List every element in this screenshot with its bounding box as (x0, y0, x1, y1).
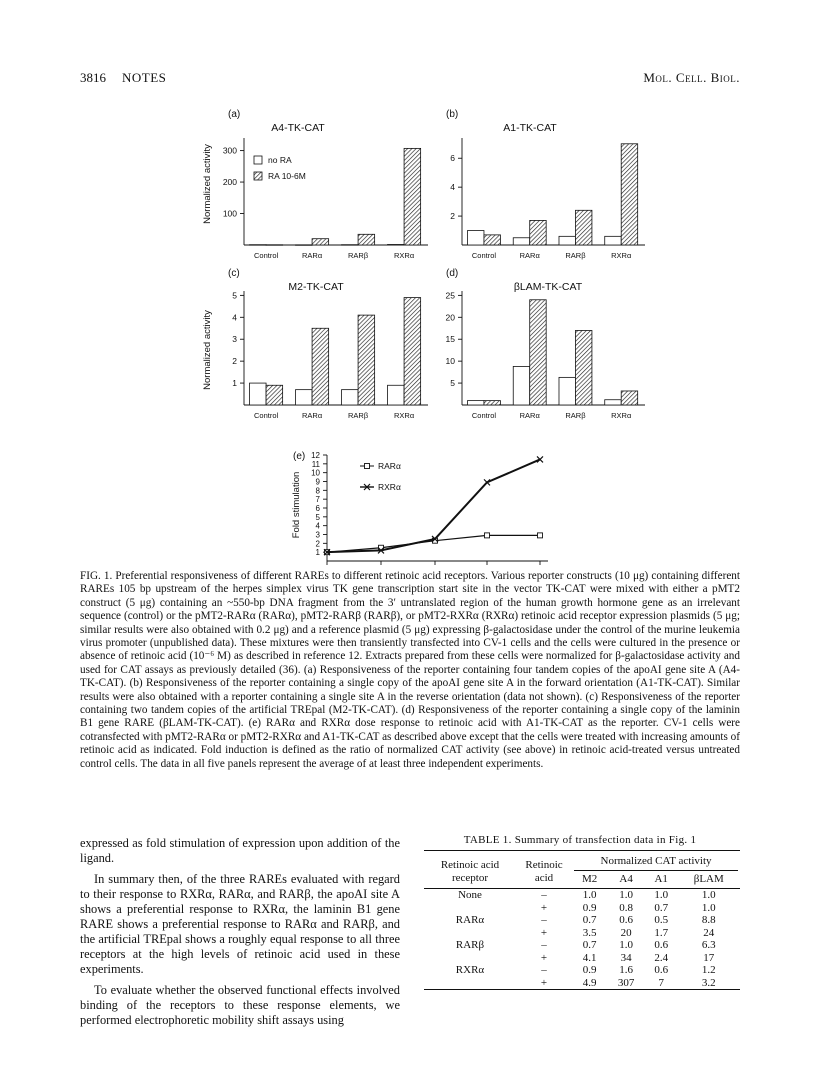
table-1 (424, 850, 740, 990)
col-blam-header: βLAM (693, 873, 724, 885)
panel-d-title: βLAM-TK-CAT (513, 281, 583, 293)
table-row (424, 889, 740, 902)
series-rara-point (485, 533, 490, 538)
col-receptor-header: Retinoic acid receptor (440, 859, 500, 884)
col-group-label: Normalized CAT activity (574, 855, 738, 871)
cell-value: 1.7 (654, 926, 669, 939)
panel-b-label: (b) (446, 109, 459, 120)
bar (250, 245, 267, 246)
x-tick-label: RARα (301, 411, 323, 420)
cell-value: 0.8 (619, 901, 634, 914)
page-number: 3816 (80, 70, 106, 85)
panel-e-plot (311, 451, 552, 565)
y-tick-label: 5 (232, 290, 237, 301)
cell-value: 3.2 (701, 976, 716, 989)
panel-e-label: (e) (293, 451, 306, 462)
bar (513, 366, 529, 405)
y-tick-label: 25 (445, 290, 455, 301)
panel-e-ylabel: Fold stimulation (291, 471, 302, 539)
y-tick-label: 200 (222, 177, 237, 188)
table-row (424, 939, 740, 952)
y-tick-label: 3 (232, 334, 237, 345)
x-tick-label: Control (253, 251, 279, 260)
cell-value: 0.6 (654, 964, 669, 976)
y-tick-label: 11 (311, 459, 320, 469)
x-tick-label: RXRα (393, 411, 415, 420)
cell-value: 1.0 (701, 901, 716, 914)
panel-b-plot (450, 138, 645, 260)
x-tick-label: Control (471, 411, 497, 420)
cell-value: 0.6 (619, 914, 634, 926)
cell-acid: – (541, 889, 547, 901)
table-1-body (424, 889, 740, 990)
table-row (424, 927, 740, 940)
panel-c-plot (232, 290, 428, 420)
bar (513, 238, 529, 245)
cell-value: 1.6 (619, 964, 634, 976)
bar (358, 315, 375, 405)
bar (266, 245, 283, 246)
legend-rara: RARα (378, 461, 401, 471)
cell-value: 0.7 (654, 901, 669, 914)
cell-value: 3.5 (582, 926, 597, 939)
cell-value: 4.1 (582, 951, 597, 964)
bar (621, 391, 637, 405)
col-group-header (572, 851, 740, 871)
cell-acid: + (540, 976, 548, 989)
y-tick-label: 20 (445, 312, 455, 323)
journal-name: Mol. Cell. Biol. (643, 70, 740, 85)
col-a4-header: A4 (619, 873, 633, 885)
bar (530, 300, 546, 405)
cell-value: 1.2 (701, 964, 716, 976)
panel-c-label: (c) (228, 268, 240, 279)
cell-receptor: RARα (455, 914, 485, 926)
panel-d-label: (d) (446, 268, 459, 279)
cell-acid: + (540, 951, 548, 964)
x-tick-label: RARα (519, 251, 540, 260)
cell-receptor (424, 927, 516, 940)
y-tick-label: 10 (311, 468, 320, 478)
bar (605, 400, 621, 405)
bar (358, 234, 375, 245)
cell-value: 17 (703, 951, 715, 964)
cell-value: 0.7 (582, 939, 597, 951)
col-m2-header: M2 (582, 873, 598, 885)
body-paragraph-1: expressed as fold stimulation of expression upon addition of the ligand. (80, 836, 400, 865)
cell-acid: + (540, 901, 548, 914)
x-tick-label: RARβ (348, 251, 369, 260)
cell-value: 307 (617, 976, 635, 989)
panel-a-title: A4-TK-CAT (271, 122, 325, 134)
cell-value: 0.9 (582, 901, 597, 914)
section-title: NOTES (122, 70, 167, 85)
table-row (424, 914, 740, 927)
cell-value: 34 (620, 951, 632, 964)
cell-value: 0.6 (654, 939, 669, 951)
x-tick-label: RARβ (348, 411, 369, 420)
bar (342, 390, 359, 405)
y-tick-label: 9 (315, 477, 320, 487)
panel-c (202, 268, 428, 420)
y-tick-label: 8 (315, 486, 320, 496)
cell-value: 1.0 (619, 939, 634, 951)
bar (266, 385, 283, 405)
bar (296, 390, 313, 405)
y-tick-label: 4 (232, 312, 237, 323)
body-text (80, 836, 400, 1028)
cell-acid: – (541, 939, 547, 951)
y-tick-label: 300 (222, 145, 237, 156)
x-tick-label: RARβ (565, 251, 586, 260)
cell-value: 2.4 (654, 951, 669, 964)
x-tick-label: RARα (519, 411, 540, 420)
cell-receptor: RARβ (455, 939, 485, 951)
bar (467, 231, 483, 245)
y-tick-label: 6 (450, 153, 455, 164)
panel-b-title: A1-TK-CAT (503, 122, 557, 134)
bar (575, 330, 591, 405)
y-tick-label: 100 (222, 208, 237, 219)
table-row (424, 952, 740, 965)
panel-a-plot (223, 138, 428, 260)
bar (621, 144, 637, 245)
bar (312, 239, 329, 245)
cell-value: 0.9 (582, 964, 597, 976)
y-tick-label: 1 (315, 548, 320, 558)
panel-c-ylabel: Normalized activity (202, 310, 213, 390)
cell-acid: + (540, 926, 548, 939)
bar (605, 236, 621, 245)
figure-caption: FIG. 1. Preferential responsiveness of different RAREs to different retinoic acid receptors. Various reporter constructs (10 μg) containing different RAREs 105 bp upstream of the herpes simplex virus TK gene transcription start site in the vector TK-CAT were mixed with either a pMT2 construct (5 μg) containing an ~550-bp DNA fragment from the 3′ untranslated region of the human growth hormone gene as an irrelevant sequence (control) or the pMT2-RARα (RARα), pMT2-RARβ (RARβ), or pMT2-RXRα (RXRα) retinoic acid receptor expression plasmids (5 μg; similar results were also obtained with 0.2 μg) and a reference plasmid (5 μg) expressing β-galactosidase under the control of the murine leukemia virus promoter (unpublished data). These mixtures were then transiently transfected into CV-1 cells and the cells were cultured in the presence or absence of retinoic acid (10⁻⁶ M) as described in reference 12. Extracts prepared from these cells were normalized for β-galactosidase activity and used for CAT assays as previously detailed (36). (a) Responsiveness of the reporter containing four tandem copies of the apoAI gene site A (A4-TK-CAT). (b) Responsiveness of the reporter containing a single copy of the apoAI gene site A in the forward orientation (A1-TK-CAT). Similar results were also obtained with a reporter containing a single site A in the reverse orientation (data not shown). (c) Responsiveness of the reporter containing two tandem copies of the artificial TREpal (M2-TK-CAT). (d) Responsiveness of the reporter containing a single copy of the laminin B1 gene RARE (βLAM-TK-CAT). (e) RARα and RXRα dose response to retinoic acid with A1-TK-CAT as the reporter. CV-1 cells were cotransfected with pMT2-RARα or pMT2-RXRα and A1-TK-CAT as described above except that the cells were treated with increasing amounts of retinoic acid as indicated. Fold induction is defined as the ratio of normalized CAT activity (see above) in retinoic acid-treated versus untreated control cells. The data in all five panels represent the average of at least three independent experiments. (80, 570, 740, 770)
legend-ra-swatch (254, 172, 262, 180)
cell-value: 1.0 (701, 889, 716, 901)
x-tick-label: RARβ (565, 411, 586, 420)
bar (388, 385, 405, 405)
cell-value: 1.0 (619, 889, 634, 901)
panel-a (202, 109, 428, 260)
bar (296, 245, 313, 246)
cell-value: 0.7 (582, 914, 597, 926)
col-a1-header: A1 (654, 873, 668, 885)
bar (404, 298, 421, 405)
panel-d-plot (446, 290, 645, 420)
y-tick-label: 5 (315, 512, 320, 522)
bar (467, 401, 483, 405)
cell-value: 7 (658, 976, 664, 989)
bar (484, 235, 500, 245)
panel-d (446, 268, 645, 420)
y-tick-label: 4 (315, 521, 320, 531)
panel-a-ylabel: Normalized activity (202, 144, 213, 224)
bar (404, 148, 421, 245)
y-tick-label: 10 (445, 356, 455, 367)
cell-receptor: RXRα (455, 964, 485, 976)
y-tick-label: 2 (450, 211, 455, 222)
panel-a-label: (a) (228, 109, 241, 120)
y-tick-label: 4 (450, 182, 455, 193)
x-tick-label: Control (253, 411, 279, 420)
x-tick-label: RXRα (393, 251, 415, 260)
y-tick-label: 12 (311, 451, 320, 460)
legend-rara-marker (365, 464, 370, 469)
bar (575, 210, 591, 245)
legend-no-ra-swatch (254, 156, 262, 164)
panel-c-title: M2-TK-CAT (288, 281, 344, 293)
y-tick-label: 6 (315, 504, 320, 513)
bar (530, 220, 546, 245)
table-row (424, 902, 740, 915)
table-row (424, 964, 740, 977)
x-tick-label: Control (471, 251, 497, 260)
y-tick-label: 7 (315, 495, 320, 505)
cell-receptor (424, 952, 516, 965)
cell-value: 0.5 (654, 914, 669, 926)
x-tick-label: RXRα (611, 411, 632, 420)
cell-receptor (424, 902, 516, 915)
cell-value: 24 (703, 926, 715, 939)
bar (388, 244, 405, 245)
cell-acid: – (541, 914, 547, 926)
y-tick-label: 2 (315, 539, 320, 549)
x-tick-label: RXRα (611, 251, 632, 260)
bar (484, 401, 500, 405)
panel-b (446, 109, 645, 260)
bar (312, 328, 329, 405)
cell-value: 20 (620, 926, 632, 939)
legend-rxra: RXRα (378, 482, 401, 492)
legend-ra: RA 10-6M (268, 171, 306, 181)
y-tick-label: 2 (232, 356, 237, 367)
cell-value: 1.0 (582, 889, 597, 901)
cell-value: 1.0 (654, 889, 669, 901)
body-paragraph-3: To evaluate whether the observed functional effects involved binding of the receptors to these response elements, we performed electrophoretic mobility shift assays using (80, 983, 400, 1027)
series-rara-point (538, 533, 543, 538)
cell-receptor (424, 977, 516, 990)
table-1-title: TABLE 1. Summary of transfection data in Fig. 1 (463, 834, 697, 846)
y-tick-label: 1 (232, 378, 237, 389)
table-row (424, 977, 740, 990)
bar (250, 383, 267, 405)
cell-value: 4.9 (582, 976, 597, 989)
x-tick-label: RARα (301, 251, 323, 260)
bar (342, 245, 359, 246)
y-tick-label: 15 (445, 334, 455, 345)
panel-e (291, 451, 552, 565)
body-paragraph-2: In summary then, of the three RAREs evaluated with regard to their response to RXRα, RARα, and RARβ, the apoAI site A shows a preferential response to RXRα, the laminin B1 gene RARE shows a preferential response to RARα and RARβ, and the artificial TREpal shows a roughly equal response to all three receptors at the high levels of retinoic acid used in these experiments. (80, 872, 400, 976)
cell-acid: – (541, 964, 547, 976)
col-acid-header: Retinoic acid (525, 859, 563, 884)
y-tick-label: 3 (315, 530, 320, 540)
legend-no-ra: no RA (268, 155, 292, 165)
cell-value: 8.8 (701, 914, 716, 926)
bar (559, 377, 575, 405)
cell-value: 6.3 (701, 939, 716, 951)
cell-receptor: None (458, 889, 482, 901)
bar (559, 236, 575, 245)
y-tick-label: 5 (450, 378, 455, 389)
